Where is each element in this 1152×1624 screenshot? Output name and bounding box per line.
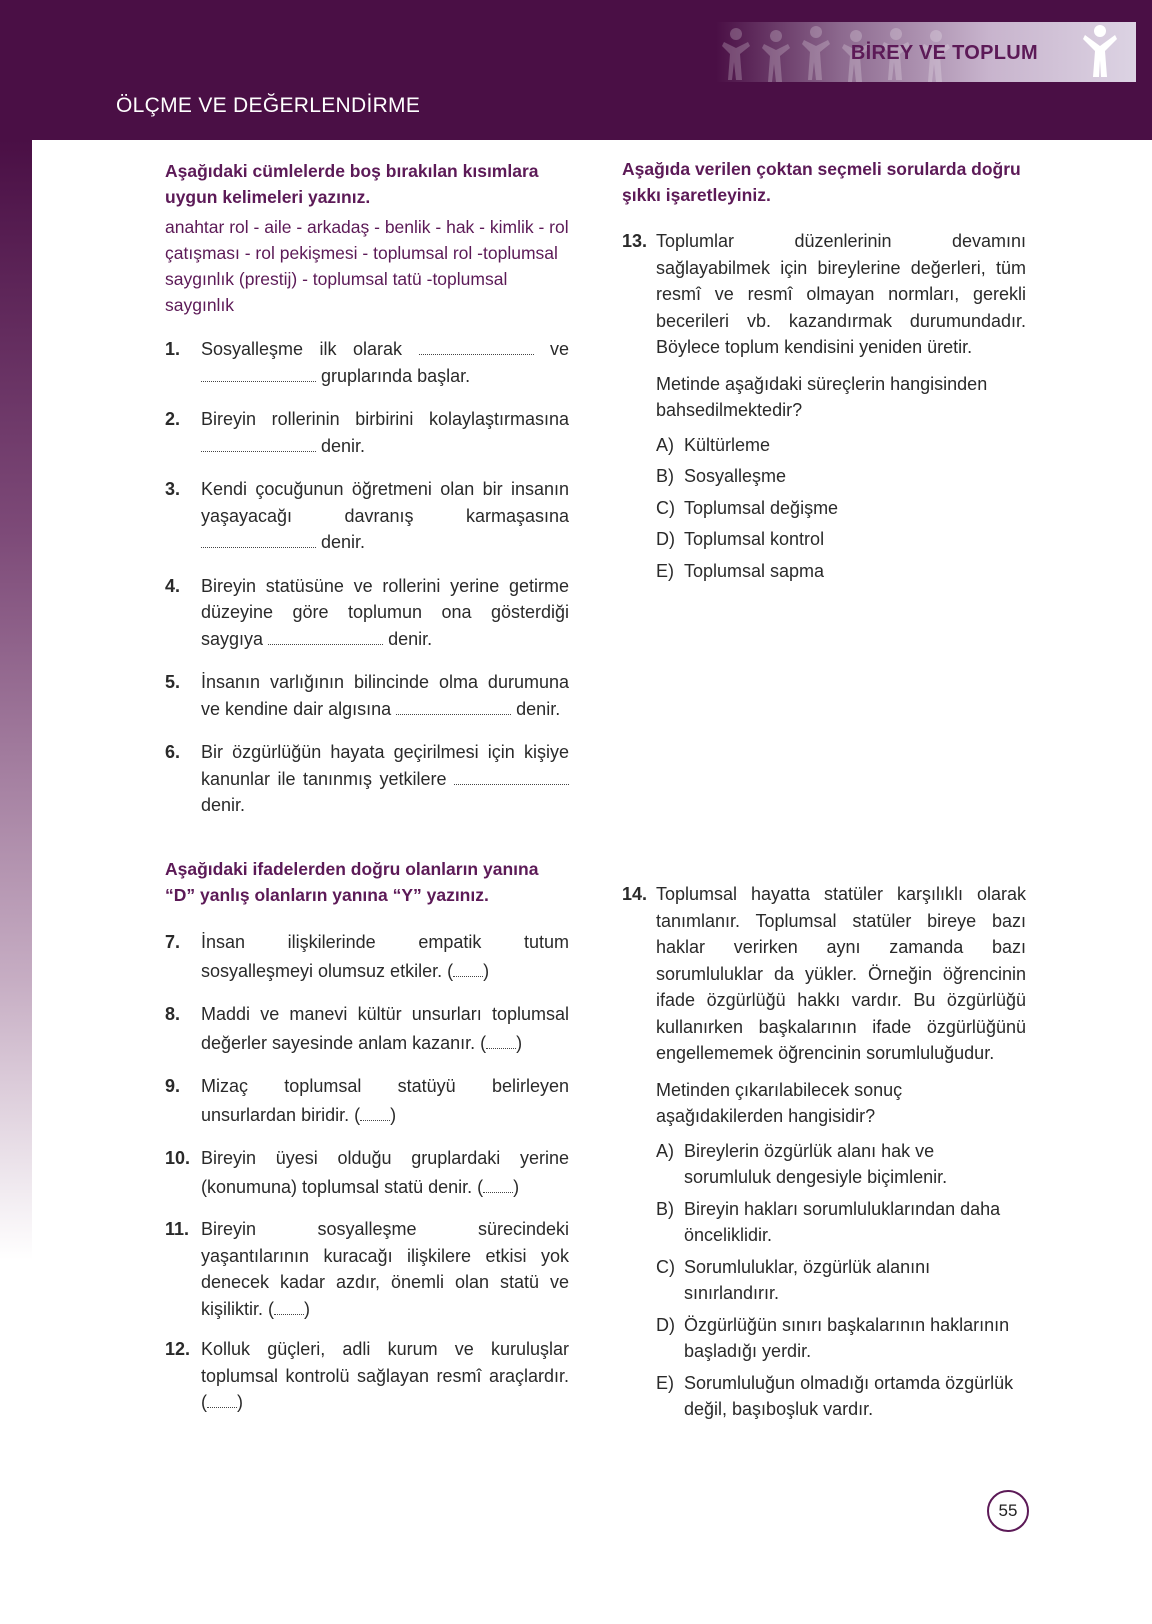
fill-instruction: Aşağıdaki cümlelerde boş bırakılan kısımlara uygun kelimeleri yazınız.: [165, 161, 539, 207]
word-bank: anahtar rol - aile - arkadaş - benlik - hak - kimlik - rol çatışması - rol pekişmesi - toplumsal rol -toplumsal saygınlık (prestij) - toplumsal tatü -toplumsal saygınlık: [165, 217, 569, 315]
option-c[interactable]: C) Sorumluluklar, özgürlük alanını sınırlandırır.: [656, 1256, 931, 1303]
unit-banner: [716, 22, 1136, 82]
question-2: 2. Bireyin rollerinin birbirini kolaylaştırmasına denir.: [165, 409, 569, 456]
answer-blank[interactable]: [483, 1179, 513, 1193]
question-9: 9. Mizaç toplumsal statüyü belirleyen unsurlardan biridir. ( ): [165, 1076, 569, 1125]
option-a[interactable]: A) Bireylerin özgürlük alanı hak ve sorumluluk dengesiyle biçimlenir.: [656, 1140, 948, 1187]
option-a[interactable]: A) Kültürleme: [656, 434, 771, 455]
answer-blank[interactable]: [207, 1394, 237, 1408]
answer-blank[interactable]: [274, 1301, 304, 1315]
mc-instruction: Aşağıda verilen çoktan seçmeli sorularda doğru şıkkı işaretleyiniz.: [622, 159, 1021, 205]
right-column-q14: [622, 881, 1026, 1428]
option-c[interactable]: C) Toplumsal değişme: [656, 497, 839, 518]
left-column-tf: [165, 856, 569, 1416]
tf-instruction: Aşağıdaki ifadelerden doğru olanların yanına “D” yanlış olanların yanına “Y” yazınız.: [165, 859, 539, 905]
answer-blank[interactable]: [419, 340, 534, 355]
answer-blank[interactable]: [454, 770, 569, 785]
page-number: 55: [987, 1490, 1029, 1532]
question-13: 13. Toplumlar düzenlerinin devamını sağlayabilmek için bireylerine değerleri, tüm resmî ve resmî olmayan normları, gerekli becerileri vb. kazandırmak durumundadır. Böylece toplum kendisini yeniden üretir.: [622, 231, 1026, 357]
unit-title: BİREY VE TOPLUM: [850, 42, 1038, 64]
answer-blank[interactable]: [486, 1035, 516, 1049]
option-b[interactable]: B) Bireyin hakları sorumluluklarından daha önceliklidir.: [656, 1198, 1001, 1245]
question-1: 1. Sosyalleşme ilk olarak ve: [165, 339, 569, 359]
question-8: 8. Maddi ve manevi kültür unsurları toplumsal değerler sayesinde anlam kazanır. ( ): [165, 1004, 569, 1053]
option-e[interactable]: E) Toplumsal sapma: [656, 560, 825, 581]
answer-blank[interactable]: [201, 367, 316, 382]
question-10: 10. Bireyin üyesi olduğu gruplardaki yerine (konumuna) toplumsal statü denir. ( ): [165, 1148, 569, 1197]
person-icon: [1082, 24, 1118, 78]
answer-blank[interactable]: [201, 437, 316, 452]
answer-blank[interactable]: [201, 533, 316, 548]
left-column: [165, 158, 569, 819]
answer-blank[interactable]: [396, 700, 511, 715]
right-column: [622, 156, 1026, 589]
option-d[interactable]: D) Toplumsal kontrol: [656, 529, 825, 549]
side-gradient-strip: [0, 140, 32, 1260]
question-6: 6. Bir özgürlüğün hayata geçirilmesi için kişiye kanunlar ile tanınmış yetkilere denir.: [165, 742, 569, 815]
question-1-cont: gruplarında başlar.: [165, 363, 569, 390]
option-b[interactable]: B) Sosyalleşme: [656, 466, 787, 486]
answer-blank[interactable]: [268, 630, 383, 645]
question-12: 12. Kolluk güçleri, adli kurum ve kuruluşlar toplumsal kontrolü sağlayan resmî araçlardır. ( ): [165, 1339, 569, 1412]
question-3: 3. Kendi çocuğunun öğretmeni olan bir insanın yaşayacağı davranış karmaşasına denir.: [165, 479, 569, 552]
option-d[interactable]: D) Özgürlüğün sınırı başkalarının haklarının başladığı yerdir.: [656, 1314, 1010, 1361]
question-14: 14. Toplumsal hayatta statüler karşılıklı olarak tanımlanır. Toplumsal statüler bireye bazı haklar verirken aynı zamanda bazı sorumluluklar da yükler. Örneğin öğrencinin ifade özgürlüğü hakkı vardır. Bu özgürlüğü kullanırken başkalarının ifade özgürlüğünü engellememek öğrencinin sorumluluğudur.: [622, 884, 1026, 1063]
question-11: 11. Bireyin sosyalleşme sürecindeki yaşantılarının kuracağı ilişkilere etkisi yok denecek kadar azdır, önemli olan statü ve kişiliktir. ( ): [165, 1219, 569, 1319]
question-4: 4. Bireyin statüsüne ve rollerini yerine getirme düzeyine göre toplumun ona gösterdiği saygıya denir.: [165, 575, 569, 649]
question-5: 5. İnsanın varlığının bilincinde olma durumuna ve kendine dair algısına denir.: [165, 672, 569, 719]
answer-blank[interactable]: [453, 963, 483, 977]
question-14-stem: Metinden çıkarılabilecek sonuç aşağıdakilerden hangisidir?: [656, 1079, 903, 1126]
section-title: ÖLÇME VE DEĞERLENDİRME: [116, 94, 421, 117]
answer-blank[interactable]: [360, 1107, 390, 1121]
question-13-stem: Metinde aşağıdaki süreçlerin hangisinden bahsedilmektedir?: [656, 373, 988, 420]
option-e[interactable]: E) Sorumluluğun olmadığı ortamda özgürlük değil, başıboşluk vardır.: [656, 1372, 1014, 1419]
question-7: 7. İnsan ilişkilerinde empatik tutum sosyalleşmeyi olumsuz etkiler. ( ): [165, 932, 569, 981]
